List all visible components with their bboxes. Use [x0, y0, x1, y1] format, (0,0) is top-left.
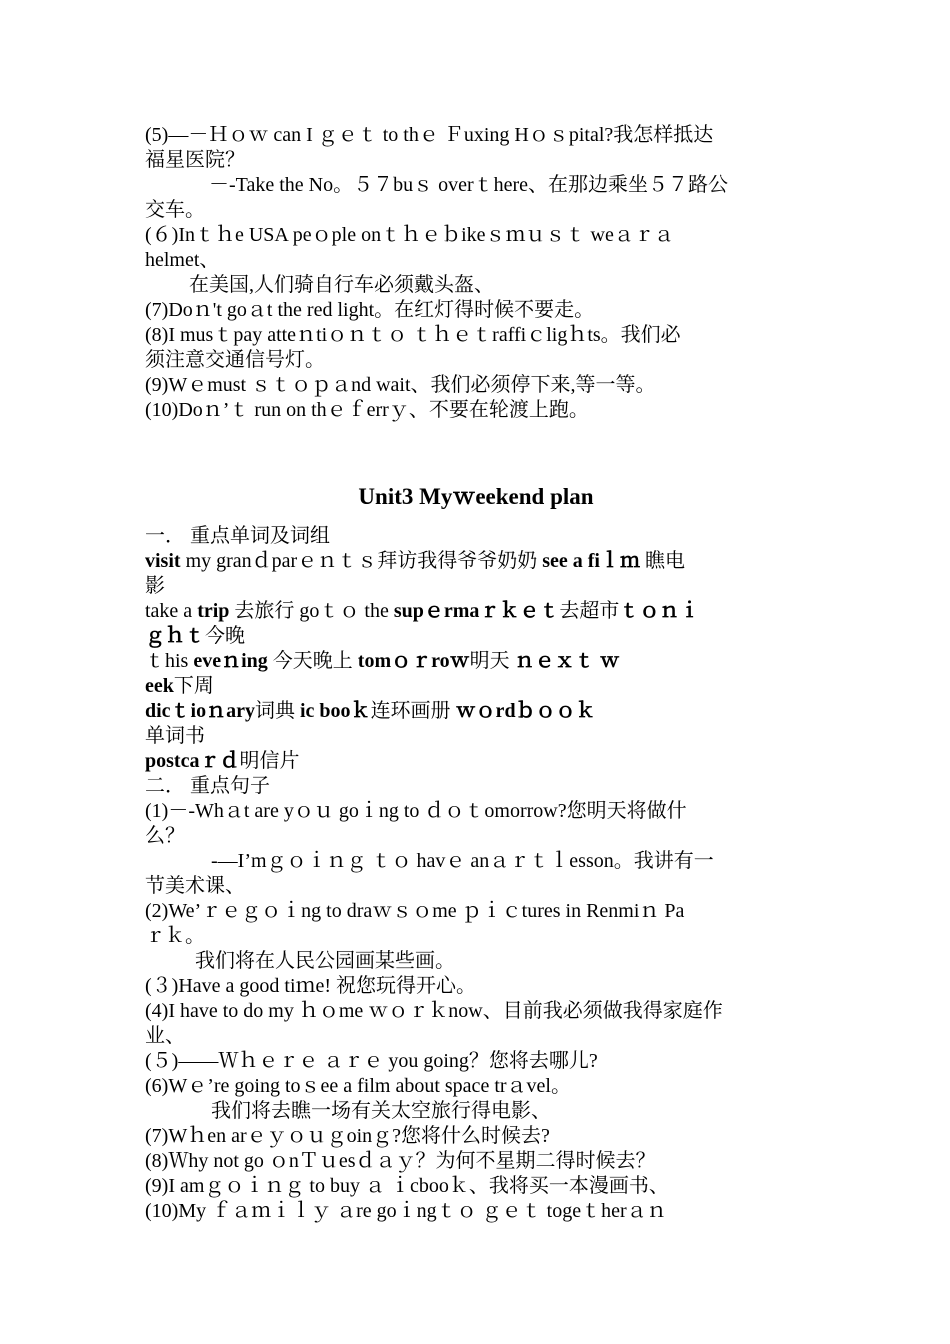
text-line: 在美国,人们骑自行车必须戴头盔、: [189, 274, 494, 296]
vocab-term: visit: [145, 550, 181, 572]
vocab-text: my granｄparｅｎｔｓ拜访我得爷爷奶奶: [180, 550, 543, 572]
vocab-term: tomｏｒroｗ: [357, 650, 470, 672]
vocab-text: 词典: [255, 700, 300, 722]
text-line: (9)Wｅmust ｓｔｏｐａnd wait、我们必须停下来,等一等。: [145, 374, 656, 396]
vocab-text: 下周: [173, 675, 214, 697]
vocab-text: 瞧电: [639, 550, 685, 572]
vocab-term: postcaｒｄ: [145, 750, 240, 772]
section-heading-sentences: 二． 重点句子: [145, 775, 270, 797]
vocab-term: ｗｏrdｂｏｏｋ: [455, 700, 596, 722]
text-line: (5)—－Ｈｏｗ can I ｇｅｔ to thｅ Ｆuxing Hｏｓpital?我怎样抵达: [145, 124, 714, 146]
text-line: helmet、: [145, 249, 220, 271]
text-line: (6)Wｅ’re going toｓee a film about space trａvel。: [145, 1075, 571, 1097]
vocab-text: 今天晚上: [267, 650, 358, 672]
vocab-line: [145, 549, 807, 574]
text-line: 交车。: [145, 199, 205, 221]
vocab-line: [145, 649, 807, 674]
vocab-text: 连环画册: [370, 700, 456, 722]
vocab-term: ｔｏｎｉ: [619, 600, 700, 622]
vocab-text: 去超市: [559, 600, 620, 622]
vocab-text: 单词书: [145, 725, 205, 747]
vocab-text: ｔhis: [145, 650, 194, 672]
unit-title: Unit3 Myｗeekend plan: [358, 484, 594, 509]
vocab-term: dicｔioｎary: [145, 700, 255, 722]
vocab-term: ｎｅｘｔ ｗ: [514, 650, 620, 672]
text-line: (7)Wｈen arｅｙｏｕｇoinｇ?您将什么时候去?: [145, 1125, 550, 1147]
text-line: 节美术课、: [145, 875, 245, 897]
vocab-term: eveｎing: [193, 650, 268, 672]
vocab-line: [145, 724, 807, 749]
vocab-text: 明天: [469, 650, 515, 672]
text-line: 么？: [145, 825, 185, 847]
text-line: 我们将去瞧一场有关太空旅行得电影、: [211, 1100, 551, 1122]
text-line: ｒｋ。: [145, 925, 205, 947]
text-line: (1)－-Whａt are yｏｕ goｉng to ｄｏｔomorrow?您明天将做什: [145, 800, 687, 822]
vocab-line: [145, 749, 807, 774]
vocab-text: 今晚: [205, 625, 245, 647]
vocab-line: [145, 574, 807, 599]
text-line: 我们将在人民公园画某些画。: [195, 950, 455, 972]
text-line: (10)Doｎ’ｔ run on thｅｆerrｙ、不要在轮渡上跑。: [145, 399, 589, 421]
text-line: (５)——Ｗｈｅｒｅ ａｒｅ you going？您将去哪儿?: [145, 1050, 598, 1072]
text-line: 业、: [145, 1025, 185, 1047]
text-line: (8)Ｗhy not go ｏnＴｕesｄａｙ？为何不星期二得时候去？: [145, 1150, 656, 1172]
spacer: [145, 423, 807, 473]
vocab-term: trip: [197, 600, 230, 622]
vocab-term: ｇｈｔ: [145, 625, 205, 647]
text-line: (8)I musｔpay atteｎtiｏｎｔｏ ｔｈｅｔraffiｃligｈts。我们必: [145, 324, 681, 346]
text-line: －-Take the No。５７buｓ overｔhere、在那边乘坐５７路公: [209, 174, 729, 196]
vocab-term: supｅrmaｒｋｅｔ: [393, 600, 560, 622]
text-line: (4)I have to do my ｈｏme ｗｏｒｋnow、目前我必须做我得家庭作: [145, 1000, 723, 1022]
text-line: (7)Doｎ't goａt the red light。在红灯得时候不要走。: [145, 299, 595, 321]
text-line: 福星医院？: [145, 149, 245, 171]
text-line: (10)My ｆａｍｉｌｙ ａre goｉngｔｏ ｇｅｔ togeｔherａｎ: [145, 1200, 667, 1222]
vocab-line: [145, 599, 807, 624]
text-line: -—I’mｇｏｉｎｇ ｔｏ havｅ anａｒｔｌesson。我讲有一: [211, 850, 714, 872]
text-line: (9)I amｇｏｉｎｇ to buy ａ ｉcbooｋ、我将买一本漫画书、: [145, 1175, 669, 1197]
text-line: (2)We’ｒｅｇｏｉng to draｗｓｏme ｐｉｃtures in Renmiｎ Pa: [145, 900, 685, 922]
vocab-text: 明信片: [239, 750, 300, 772]
vocab-text: 去旅行 goｔｏ the: [229, 600, 394, 622]
text-line: (３)Have a good tiｍe! 祝您玩得开心。: [145, 975, 477, 997]
vocab-term: see a fiｌｍ: [542, 550, 640, 572]
section-heading-vocab: 一． 重点单词及词组: [145, 525, 330, 547]
vocab-line: [145, 674, 807, 699]
vocab-line: [145, 699, 807, 724]
vocab-text: 影: [145, 575, 165, 597]
vocab-term: ic booｋ: [300, 700, 371, 722]
vocab-line: [145, 624, 807, 649]
vocab-text: take a: [145, 600, 198, 622]
vocab-term: eek: [145, 675, 174, 697]
document-content: [145, 123, 807, 1224]
text-line: 须注意交通信号灯。: [145, 349, 325, 371]
text-line: (６)Inｔｈe USA peｏple onｔｈｅｂikeｓｍｕｓｔ weａｒａ: [145, 224, 674, 246]
